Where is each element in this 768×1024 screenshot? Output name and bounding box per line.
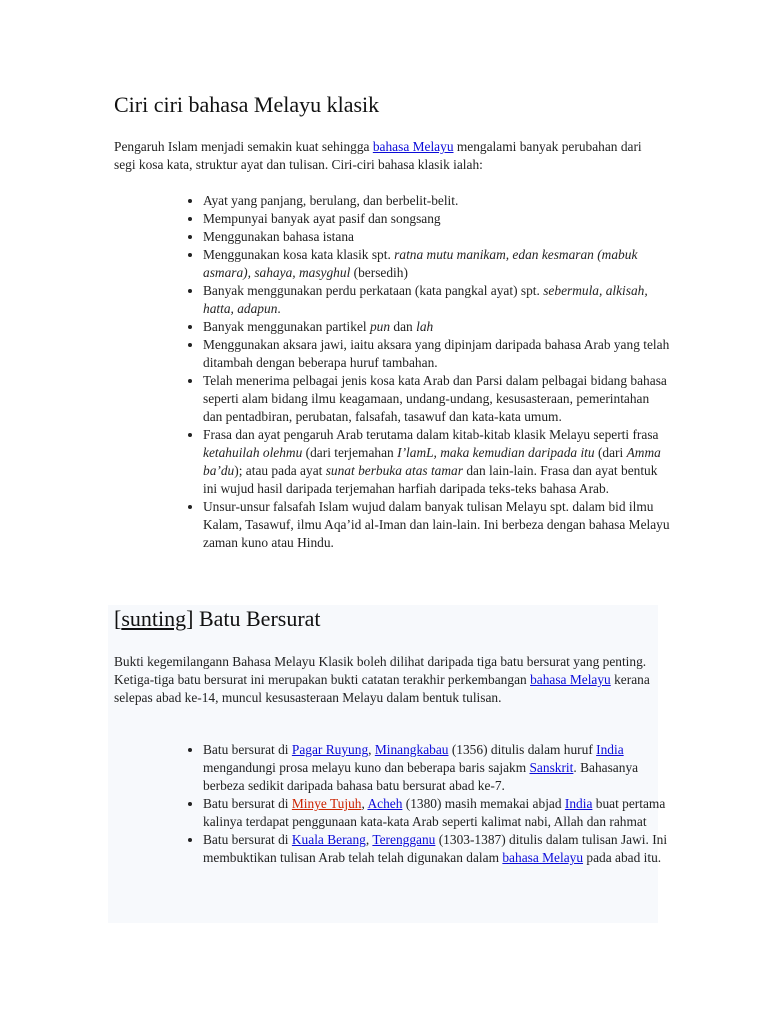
item-italic-text: Amma ba’du bbox=[203, 445, 661, 478]
item-text: ); atau pada ayat bbox=[234, 463, 326, 478]
list-item bbox=[203, 795, 671, 831]
list-item bbox=[203, 318, 671, 336]
link-bahasa-melayu[interactable]: bahasa Melayu bbox=[372, 139, 454, 154]
item-italic-text: pun bbox=[369, 319, 391, 334]
stones-list bbox=[183, 741, 671, 867]
item-text: dan bbox=[390, 319, 417, 334]
bracket-close: ] bbox=[186, 606, 194, 631]
list-item: • Unsur-unsur falsafah Islam wujud dalam banyak tulisan Melayu spt. dalam bid ilmu Kalam, Tasawuf, ilmu Aqa’id al-Iman dan lain-lain. Ini berbeza dengan bahasa Melayu zaman kuno atau Hindu. bbox=[203, 498, 671, 552]
section-intro-text-before: Bukti kegemilangann Bahasa Melayu Klasik boleh dilihat daripada tiga batu bersurat yang penting. Ketiga-tiga batu bersurat ini merupakan bukti catatan terakhir perkembangan bbox=[114, 654, 647, 687]
item-text: mengandungi prosa melayu kuno dan beberapa baris sajakm bbox=[203, 760, 530, 775]
item-text: buat pertama kalinya terdapat penggunaan kata-kata Arab seperti kalimat nabi, Allah dan rahmat bbox=[203, 796, 666, 829]
item-italic-text: lah bbox=[416, 319, 434, 334]
section-intro-text-after: kerana selepas abad ke-14, muncul kesusasteraan Melayu dalam bentuk tulisan. bbox=[114, 672, 650, 705]
list-item: • Menggunakan bahasa istana bbox=[203, 228, 671, 246]
link-acheh[interactable]: Acheh bbox=[367, 796, 403, 811]
item-text: pada abad itu. bbox=[583, 850, 662, 865]
item-text: Frasa dan ayat pengaruh Arab terutama dalam kitab-kitab klasik Melayu seperti frasa bbox=[203, 427, 659, 442]
item-text: . bbox=[277, 301, 281, 316]
item-text: Banyak menggunakan partikel bbox=[203, 319, 370, 334]
section-intro-paragraph bbox=[114, 653, 654, 707]
item-text: (1303-1387) ditulis dalam tulisan Jawi. Ini membuktikan tulisan Arab telah telah digunakan dalam bbox=[203, 832, 668, 865]
list-item: • Menggunakan aksara jawi, iaitu aksara yang dipinjam daripada bahasa Arab yang telah ditambah dengan beberapa huruf tambahan. bbox=[203, 336, 671, 372]
item-italic-text: sunat berbuka atas tamar bbox=[325, 463, 463, 478]
features-list bbox=[183, 192, 671, 552]
item-text: Batu bersurat di bbox=[203, 742, 292, 757]
list-item bbox=[203, 831, 671, 867]
item-text: , bbox=[365, 832, 373, 847]
edit-section-link[interactable]: sunting bbox=[121, 606, 187, 631]
item-text: . Bahasanya berbeza sedikit daripada bahasa batu bersurat abad ke-7. bbox=[203, 760, 639, 793]
item-italic-text: I’lamL, maka kemudian daripada itu bbox=[397, 445, 595, 460]
item-text: (1356) ditulis dalam huruf bbox=[448, 742, 597, 757]
list-item: • Mempunyai banyak ayat pasif dan songsang bbox=[203, 210, 671, 228]
item-italic-text: sebermula, alkisah, hatta, adapun bbox=[203, 283, 648, 316]
bracket-open: [ bbox=[114, 606, 122, 631]
link-minye-tujuh[interactable]: Minye Tujuh bbox=[291, 796, 362, 811]
item-text: Batu bersurat di bbox=[203, 832, 292, 847]
intro-paragraph bbox=[114, 138, 644, 174]
intro-text-before: Pengaruh Islam menjadi semakin kuat sehingga bbox=[114, 139, 373, 154]
list-item bbox=[203, 246, 671, 282]
link-india[interactable]: India bbox=[564, 796, 593, 811]
intro-text-after: mengalami banyak perubahan dari segi kosa kata, struktur ayat dan tulisan. Ciri-ciri bahasa klasik ialah: bbox=[114, 139, 642, 172]
item-text: (1380) masih memakai abjad bbox=[402, 796, 565, 811]
item-text: , bbox=[361, 796, 368, 811]
list-item bbox=[203, 426, 671, 498]
item-text: Banyak menggunakan perdu perkataan (kata pangkal ayat) spt. bbox=[203, 283, 544, 298]
item-text: (bersedih) bbox=[350, 265, 408, 280]
link-bahasa-melayu[interactable]: bahasa Melayu bbox=[530, 672, 611, 687]
item-italic-text: ketahuilah olehmu bbox=[203, 445, 303, 460]
link-terengganu[interactable]: Terengganu bbox=[372, 832, 436, 847]
item-text: , bbox=[368, 742, 375, 757]
item-text: Batu bersurat di bbox=[203, 796, 292, 811]
link-minangkabau[interactable]: Minangkabau bbox=[374, 742, 449, 757]
item-text: (dari bbox=[594, 445, 627, 460]
link-kuala-berang[interactable]: Kuala Berang bbox=[291, 832, 366, 847]
item-text: (dari terjemahan bbox=[302, 445, 398, 460]
link-india[interactable]: India bbox=[596, 742, 624, 757]
list-item: • Telah menerima pelbagai jenis kosa kata Arab dan Parsi dalam pelbagai bidang bahasa seperti alam bidang ilmu keagamaan, undang-undang, kesusasteraan, pemerintahan dan pentadbiran, perubatan, falsafah, tasawuf dan kata-kata umum. bbox=[203, 372, 671, 426]
item-text: dan lain-lain. Frasa dan ayat bentuk ini wujud hasil daripada terjemahan harfiah daripada teks-teks bahasa Arab. bbox=[203, 463, 658, 496]
section-heading bbox=[114, 606, 321, 632]
list-item bbox=[203, 282, 671, 318]
list-item bbox=[203, 741, 671, 795]
item-text: Menggunakan kosa kata klasik spt. bbox=[203, 247, 395, 262]
link-sanskrit[interactable]: Sanskrit bbox=[529, 760, 574, 775]
item-italic-text: ratna mutu manikam, edan kesmaran (mabuk asmara), sahaya, masyghul bbox=[203, 247, 638, 280]
link-pagar-ruyung[interactable]: Pagar Ruyung bbox=[291, 742, 369, 757]
link-bahasa-melayu[interactable]: bahasa Melayu bbox=[502, 850, 584, 865]
list-item: • Ayat yang panjang, berulang, dan berbelit-belit. bbox=[203, 192, 671, 210]
section-heading-text: Batu Bersurat bbox=[193, 606, 321, 631]
page-title: Ciri ciri bahasa Melayu klasik bbox=[114, 92, 380, 117]
